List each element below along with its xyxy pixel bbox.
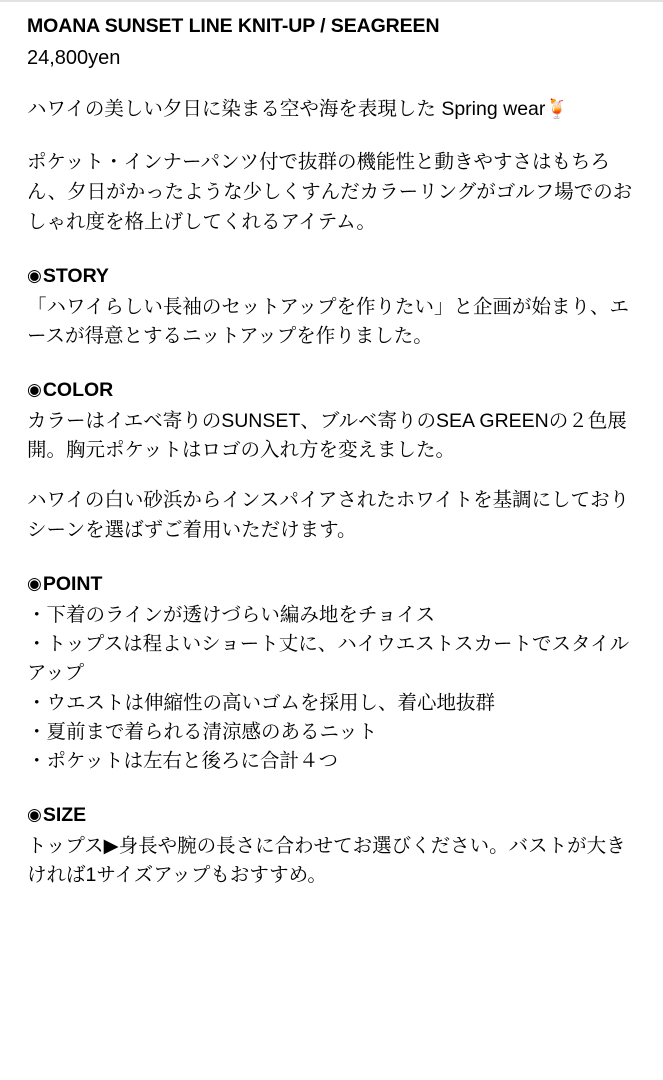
bullet-icon: ◉ xyxy=(27,805,42,825)
list-item: ・下着のラインが透けづらい編み地をチョイス xyxy=(27,603,436,626)
section-heading-point xyxy=(27,571,641,598)
section-heading-story-label: STORY xyxy=(42,265,109,288)
section-body-color: カラーはイエベ寄りのSUNSET、ブルベ寄りのSEA GREENの２色展開。胸元ポケットはロゴの入れ方を変えました。 xyxy=(27,409,627,461)
list-item: ・夏前まで着られる清涼感のあるニット xyxy=(27,720,378,743)
lead-text: ハワイの美しい夕日に染まる空や海を表現した Spring wear xyxy=(27,98,546,121)
section-heading-color xyxy=(27,377,641,404)
list-item: ・トップスは程よいショート丈に、ハイウエストスカートでスタイルアップ xyxy=(27,633,630,685)
lead-paragraph xyxy=(27,94,641,124)
bullet-icon: ◉ xyxy=(27,574,42,594)
product-price: 24,800yen xyxy=(27,47,121,70)
section-body-size: トップス▶身長や腕の長さに合わせてお選びください。バストが大きければ1サイズアップもおすすめ。 xyxy=(27,834,626,886)
section-heading-color-label: COLOR xyxy=(42,379,114,402)
section-body-color-extra: ハワイの白い砂浜からインスパイアされたホワイトを基調にしておりシーンを選ばずご着用いただけます。 xyxy=(27,489,630,542)
list-item: ・ウエストは伸縮性の高いゴムを採用し、着心地抜群 xyxy=(27,691,496,714)
section-heading-point-label: POINT xyxy=(42,573,103,596)
section-heading-size xyxy=(27,802,641,829)
page-title: MOANA SUNSET LINE KNIT-UP / SEAGREEN xyxy=(27,15,440,37)
list-item: ・ポケットは左右と後ろに合計４つ xyxy=(27,750,339,773)
tropical-drink-icon: 🍹 xyxy=(545,99,570,121)
section-body-story: 「ハワイらしい長袖のセットアップを作りたい」と企画が始まり、エースが得意とするニットアップを作りました。 xyxy=(27,295,629,347)
point-list xyxy=(27,601,641,777)
description-paragraph: ポケット・インナーパンツ付で抜群の機能性と動きやすさはもちろん、夕日がかったような少しくすんだカラーリングがゴルフ場でのおしゃれ度を格上げしてくれるアイテム。 xyxy=(27,150,633,234)
section-heading-size-label: SIZE xyxy=(42,804,87,827)
top-divider xyxy=(0,0,663,2)
section-heading-story xyxy=(27,263,641,290)
bullet-icon: ◉ xyxy=(27,380,42,400)
bullet-icon: ◉ xyxy=(27,266,42,286)
